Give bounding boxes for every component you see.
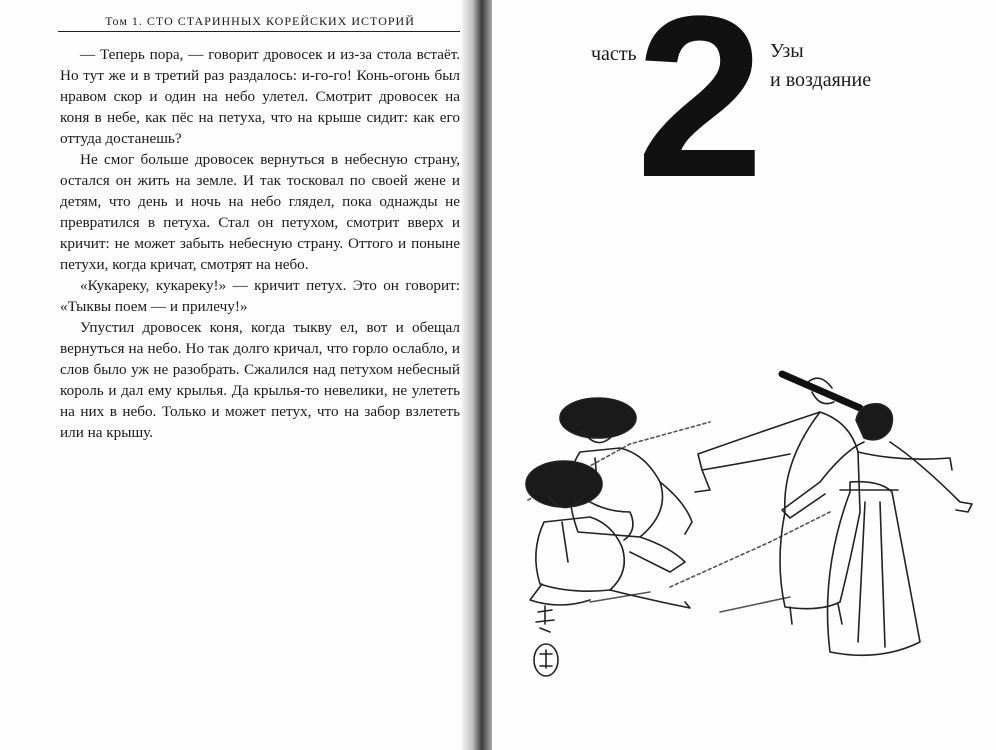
story-text [60, 44, 460, 443]
part-title [770, 37, 871, 95]
running-head: Том 1. СТО СТАРИННЫХ КОРЕЙСКИХ ИСТОРИЙ [105, 14, 415, 28]
header-rule [58, 31, 460, 32]
part-title-line: и воздаяние [770, 69, 872, 91]
paragraph: — Теперь пора, — говорит дровосек и из-за стола встаёт. Но тут же и в третий раз раздалось: и-го-го! Конь-огонь был нравом скор и один на небо улетел. Смотрит дровосек на коня в небе, как пёс на петуха, что на крыше сидит: как его оттуда достанешь? [60, 46, 460, 147]
part-number: 2 [636, 0, 764, 225]
paragraph: Не смог больше дровосек вернуться в небесную страну, остался он жить на земле. И так тосковал по своей жене и детям, что день и ночь на небо глядел, пока однажды не превратился в петуха. Стал он петухом, смотрит вверх и кричит: не может забыть небесную страну. Оттого и поныне петухи, когда кричат, смотрят на небо. [60, 151, 460, 273]
paragraph: Упустил дровосек коня, когда тыкву ел, вот и обещал вернуться на небо. Но так долго кричал, что горло ослабло, и слов было уж не разобрать. Сжалился над петухом небесный король и дал ему крылья. Да крылья-то невелики, не улететь на них в небо. Только и может петух, что на забор взлететь или на крышу. [60, 319, 460, 441]
paragraph: «Кукареку, кукареку!» — кричит петух. Это он говорит: «Тыквы поем — и прилечу!» [60, 277, 460, 315]
part-label: часть [591, 43, 637, 65]
left-page [0, 0, 470, 750]
part-title-line: Узы [770, 40, 804, 62]
dancers-illustration [520, 362, 980, 692]
